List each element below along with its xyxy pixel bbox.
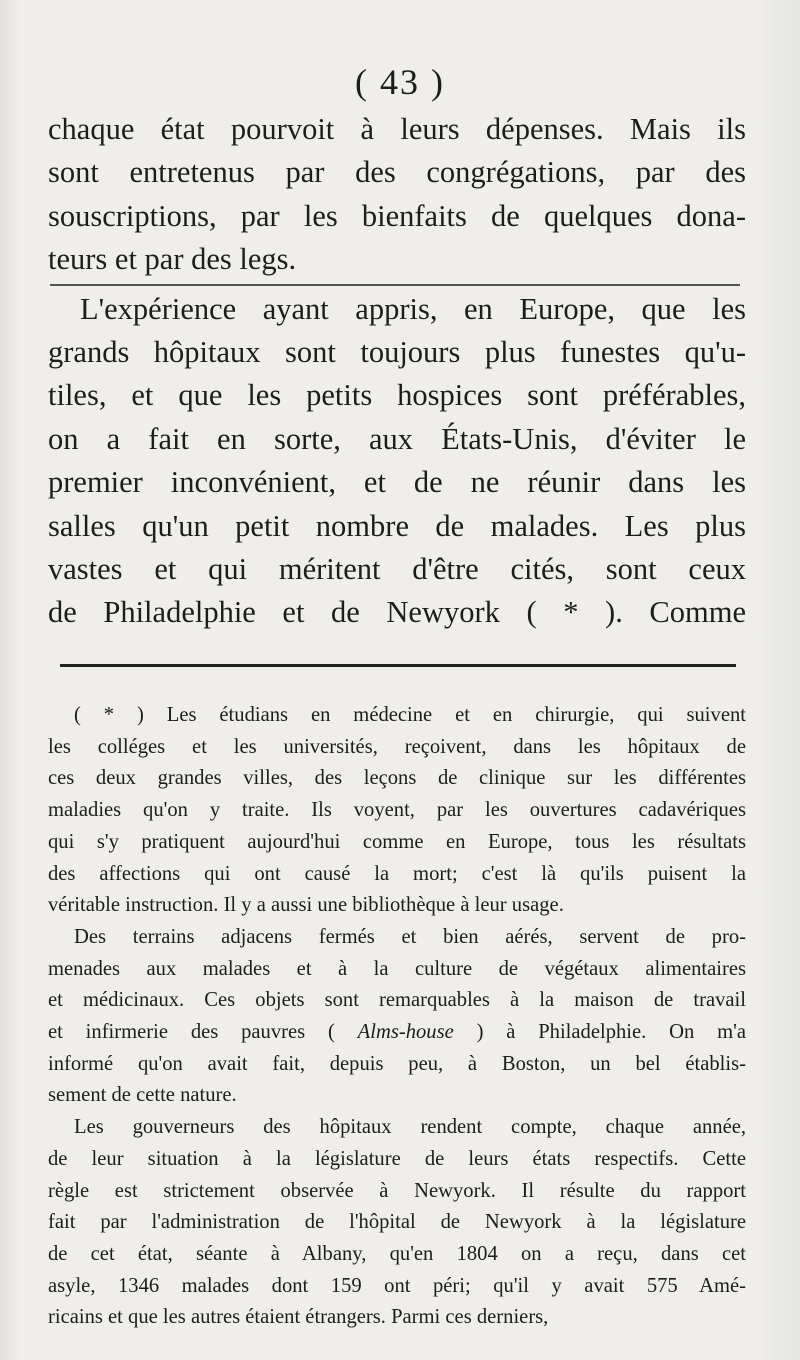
- text-line: on a fait en sorte, aux États-Unis, d'éviter le: [48, 421, 746, 456]
- footnote-line: maladies qu'on y traite. Ils voyent, par les ouvertures cadavériques: [48, 799, 746, 822]
- text-line: de Philadelphie et de Newyork ( * ). Comme: [48, 595, 746, 630]
- main-paragraph-1: [48, 108, 746, 282]
- text-line: chaque état pourvoit à leurs dépenses. Mais ils: [48, 112, 746, 146]
- footnote-line: véritable instruction. Il y a aussi une bibliothèque à leur usage.: [48, 894, 564, 917]
- footnote-line: ricains et que les autres étaient étrangers. Parmi ces derniers,: [48, 1306, 549, 1329]
- footnote-line: des affections qui ont causé la mort; c'est là qu'ils puisent la: [48, 862, 746, 885]
- header-divider: [50, 284, 740, 286]
- footnote-line: sement de cette nature.: [48, 1084, 237, 1107]
- footnote-line: Des terrains adjacens fermés et bien aérés, servent de pro-: [74, 925, 746, 948]
- text-line: vastes et qui méritent d'être cités, sont ceux: [48, 552, 746, 587]
- footnote-line: Les gouverneurs des hôpitaux rendent compte, chaque année,: [74, 1116, 746, 1139]
- page-number: ( 43 ): [355, 62, 445, 102]
- text-line: tiles, et que les petits hospices sont préférables,: [48, 378, 746, 413]
- footnote-line: règle est strictement observée à Newyork. Il résulte du rapport: [48, 1179, 746, 1202]
- footnote-line: les colléges et les universités, reçoivent, dans les hôpitaux de: [48, 735, 746, 758]
- footnote-line: et médicinaux. Ces objets sont remarquables à la maison de travail: [48, 989, 746, 1012]
- main-paragraph-2: [48, 288, 746, 635]
- footnote-line: [48, 1017, 746, 1049]
- text-line: sont entretenus par des congrégations, par des: [48, 155, 746, 190]
- text-line: L'expérience ayant appris, en Europe, que les: [80, 291, 746, 326]
- footnote-line: asyle, 1346 malades dont 159 ont péri; qu'il y avait 575 Amé-: [48, 1274, 746, 1297]
- footnote-paragraph-3: [48, 1112, 746, 1334]
- footnote-line: de cet état, séante à Albany, qu'en 1804 on a reçu, dans cet: [48, 1242, 746, 1265]
- footnote-line: ces deux grandes villes, des leçons de clinique sur les différentes: [48, 767, 746, 790]
- alms-house-term: Alms-house: [357, 1021, 454, 1044]
- footnote-divider: [60, 664, 736, 667]
- footnote-line: qui s'y pratiquent aujourd'hui comme en Europe, tous les résultats: [48, 830, 746, 853]
- main-text: [48, 108, 746, 635]
- text-line: souscriptions, par les bienfaits de quelques dona-: [48, 198, 746, 233]
- footnote: [48, 700, 746, 1334]
- footnote-line: ( * ) Les étudians en médecine et en chirurgie, qui suivent: [74, 704, 746, 726]
- text-line: premier inconvénient, et de ne réunir dans les: [48, 465, 746, 500]
- footnote-paragraph-1: [48, 700, 746, 922]
- text-line: teurs et par des legs.: [48, 242, 297, 277]
- footnote-line: fait par l'administration de l'hôpital de Newyork à la législature: [48, 1211, 746, 1234]
- footnote-line: de leur situation à la législature de leurs états respectifs. Cette: [48, 1147, 746, 1170]
- footnote-line: menades aux malades et à la culture de végétaux alimentaires: [48, 957, 746, 980]
- footnote-paragraph-2: [48, 922, 746, 1112]
- text-line: salles qu'un petit nombre de malades. Les plus: [48, 508, 746, 543]
- text-line: grands hôpitaux sont toujours plus funestes qu'u-: [48, 335, 746, 370]
- footnote-line-part: et infirmerie des pauvres (: [48, 1021, 358, 1044]
- footnote-line: informé qu'on avait fait, depuis peu, à Boston, un bel établis-: [48, 1052, 746, 1075]
- footnote-line-part: ) à Philadelphie. On m'a: [453, 1021, 746, 1044]
